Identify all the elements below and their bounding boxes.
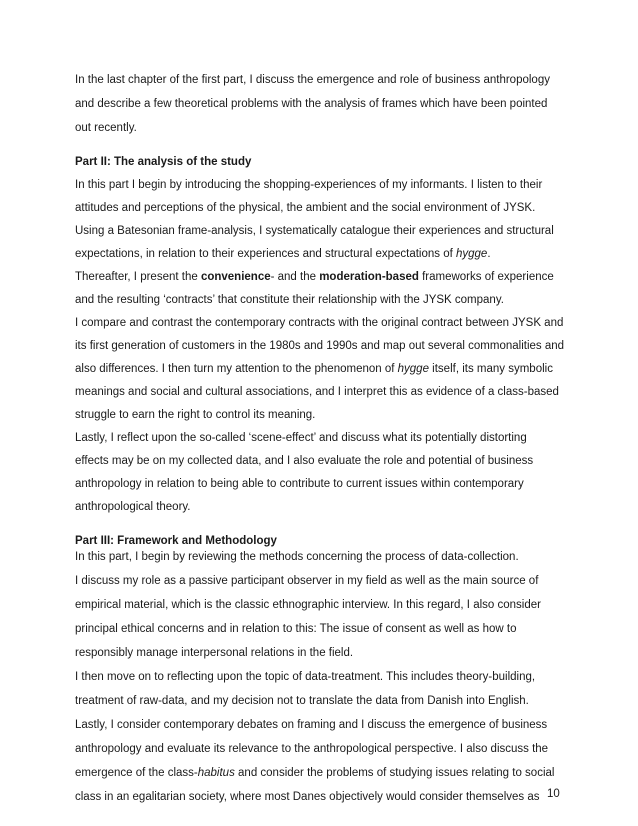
part2-line-3: Using a Batesonian frame-analysis, I systematically catalogue their experiences and structural [75,225,554,237]
part3-line-7: treatment of raw-data, and my decision not to translate the data from Danish into English. [75,695,529,707]
page-number: 10 [547,788,560,800]
part2-line-2: attitudes and perceptions of the physical, the ambient and the social environment of JYSK. [75,202,536,214]
part3-heading: Part III: Framework and Methodology [75,535,277,547]
part3-line-4: principal ethical concerns and in relation to this: The issue of consent as well as how to [75,623,517,635]
part3-line-9: anthropology and evaluate its relevance to the anthropological perspective. I also discuss the [75,743,549,755]
part2-line-9 [75,362,553,376]
part2-line-4 [75,247,491,261]
part3-line-2: I discuss my role as a passive participant observer in my field as well as the main source of [75,575,539,587]
part3-line-10 [75,766,554,780]
text-segment: itself, its many symbolic [428,363,553,375]
intro-line-3: out recently. [75,122,137,134]
text-segment: expectations, in relation to their experiences and structural expectations of [75,248,456,260]
intro-line-2: and describe a few theoretical problems with the analysis of frames which have been pointed [75,98,548,110]
text-segment: . [487,248,491,260]
part2-line-13: effects may be on my collected data, and I also evaluate the role and potential of business [75,455,534,467]
bold-term-moderation-based: moderation-based [319,271,419,283]
part3-line-11: class in an egalitarian society, where most Danes objectively would consider themselves as [75,791,540,803]
intro-line-1: In the last chapter of the first part, I discuss the emergence and role of business anthropology [75,74,550,86]
text-segment: Thereafter, I present the [75,271,201,283]
part2-line-5 [75,270,554,284]
italic-term-hygge: hygge [456,248,488,260]
part3-line-6: I then move on to reflecting upon the topic of data-treatment. This includes theory-building, [75,671,536,683]
part2-line-12: Lastly, I reflect upon the so-called ‘scene-effect’ and discuss what its potentially distorting [75,432,527,444]
text-segment: - and the [270,271,320,283]
text-segment: frameworks of experience [418,271,554,283]
text-segment: also differences. I then turn my attention to the phenomenon of [75,363,398,375]
part2-line-10: meanings and social and cultural associations, and I interpret this as evidence of a class-based [75,386,559,398]
part2-heading: Part II: The analysis of the study [75,156,252,168]
part3-line-3: empirical material, which is the classic ethnographic interview. In this regard, I also consider [75,599,541,611]
part2-line-15: anthropological theory. [75,501,191,513]
part3-line-5: responsibly manage interpersonal relations in the field. [75,647,354,659]
italic-term-habitus: habitus [197,767,235,779]
part3-line-8: Lastly, I consider contemporary debates on framing and I discuss the emergence of business [75,719,548,731]
text-segment: and consider the problems of studying issues relating to social [234,767,555,779]
part2-line-7: I compare and contrast the contemporary contracts with the original contract between JYSK and [75,317,564,329]
part3-line-1: In this part, I begin by reviewing the methods concerning the process of data-collection. [75,551,519,563]
part2-line-1: In this part I begin by introducing the shopping-experiences of my informants. I listen to their [75,179,543,191]
part2-line-6: and the resulting ‘contracts’ that constitute their relationship with the JYSK company. [75,294,504,306]
bold-term-convenience: convenience [200,271,271,283]
part2-line-11: struggle to earn the right to control its meaning. [75,409,316,421]
text-segment: emergence of the class- [75,767,198,779]
italic-term-hygge: hygge [397,363,429,375]
part2-line-14: anthropology in relation to being able to contribute to current issues within contemporary [75,478,524,490]
part2-line-8: its first generation of customers in the 1980s and 1990s and map out several commonalities and [75,340,565,352]
